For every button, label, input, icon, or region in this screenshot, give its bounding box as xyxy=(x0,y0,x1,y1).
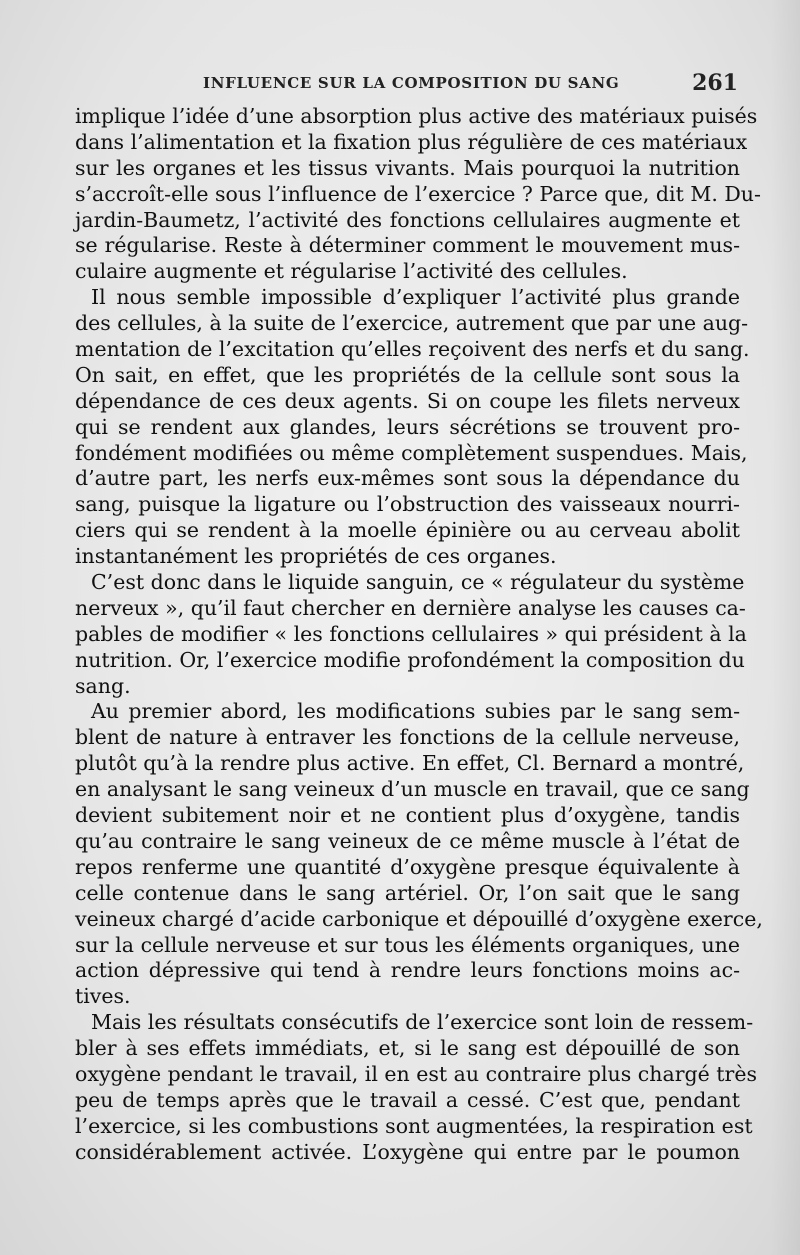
running-title: INFLUENCE SUR LA COMPOSITION DU SANG xyxy=(203,74,620,92)
text-line: ciers qui se rendent à la moelle épinière ou au cerveau abolit xyxy=(75,518,740,543)
body-text xyxy=(75,104,763,1166)
text-line: jardin-Baumetz, l’activité des fonctions cellulaires augmente et xyxy=(75,207,740,232)
text-line: plutôt qu’à la rendre plus active. En effet, Cl. Bernard a montré, xyxy=(75,751,745,776)
text-line: sur les organes et les tissus vivants. Mais pourquoi la nutrition xyxy=(75,155,740,180)
text-line: Il nous semble impossible d’expliquer l’activité plus grande xyxy=(91,285,740,310)
text-line: repos renferme une quantité d’oxygène presque équivalente à xyxy=(75,854,740,879)
text-line: implique l’idée d’une absorption plus active des matériaux puisés xyxy=(75,104,758,128)
page-header xyxy=(75,70,740,98)
text-line: celle contenue dans le sang artériel. Or, l’on sait que le sang xyxy=(75,880,740,905)
text-line: se régularise. Reste à déterminer comment le mouvement mus- xyxy=(75,233,740,258)
text-line: s’accroît-elle sous l’influence de l’exercice ? Parce que, dit M. Du- xyxy=(75,181,761,206)
text-line: nutrition. Or, l’exercice modifie profondément la composition du xyxy=(75,647,745,672)
text-line: On sait, en effet, que les propriétés de la cellule sont sous la xyxy=(75,362,740,387)
text-line: nerveux », qu’il faut chercher en dernière analyse les causes ca- xyxy=(75,595,746,620)
text-line: mentation de l’excitation qu’elles reçoivent des nerfs et du sang. xyxy=(75,337,750,362)
text-line: action dépressive qui tend à rendre leurs fonctions moins ac- xyxy=(75,958,740,983)
text-line: sang. xyxy=(75,673,131,698)
page-edge-shadow xyxy=(770,0,800,1255)
text-line: d’autre part, les nerfs eux-mêmes sont sous la dépendance du xyxy=(75,466,740,491)
text-line: instantanément les propriétés de ces organes. xyxy=(75,544,557,569)
page-number: 261 xyxy=(692,70,738,96)
text-line: considérablement activée. L’oxygène qui entre par le poumon xyxy=(75,1139,740,1164)
text-line: pables de modifier « les fonctions cellulaires » qui président à la xyxy=(75,621,747,646)
text-line: dépendance de ces deux agents. Si on coupe les filets nerveux xyxy=(75,388,740,413)
text-line: bler à ses effets immédiats, et, si le sang est dépouillé de son xyxy=(75,1036,740,1061)
text-line: Mais les résultats consécutifs de l’exercice sont loin de ressem- xyxy=(91,1010,754,1035)
text-line: qui se rendent aux glandes, leurs sécrétions se trouvent pro- xyxy=(75,414,740,439)
text-line: en analysant le sang veineux d’un muscle en travail, que ce sang xyxy=(75,777,750,802)
text-line: des cellules, à la suite de l’exercice, autrement que par une aug- xyxy=(75,311,749,336)
text-line: blent de nature à entraver les fonctions de la cellule nerveuse, xyxy=(75,725,740,750)
text-line: dans l’alimentation et la fixation plus régulière de ces matériaux xyxy=(75,129,748,154)
text-line: veineux chargé d’acide carbonique et dépouillé d’oxygène exerce, xyxy=(75,906,763,931)
text-line: peu de temps après que le travail a cessé. C’est que, pendant xyxy=(75,1087,740,1112)
text-line: Au premier abord, les modifications subies par le sang sem- xyxy=(91,699,740,724)
text-line: C’est donc dans le liquide sanguin, ce « régulateur du système xyxy=(91,570,745,595)
text-line: l’exercice, si les combustions sont augmentées, la respiration est xyxy=(75,1113,753,1138)
text-line: fondément modifiées ou même complètement suspendues. Mais, xyxy=(75,440,748,465)
text-line: devient subitement noir et ne contient plus d’oxygène, tandis xyxy=(75,803,740,828)
text-line: qu’au contraire le sang veineux de ce même muscle à l’état de xyxy=(75,828,740,853)
text-line: tives. xyxy=(75,984,131,1009)
text-line: oxygène pendant le travail, il en est au contraire plus chargé très xyxy=(75,1061,757,1086)
text-line: sur la cellule nerveuse et sur tous les éléments organiques, une xyxy=(75,932,740,957)
text-line: culaire augmente et régularise l’activité des cellules. xyxy=(75,259,628,284)
text-line: sang, puisque la ligature ou l’obstruction des vaisseaux nourri- xyxy=(75,492,740,517)
